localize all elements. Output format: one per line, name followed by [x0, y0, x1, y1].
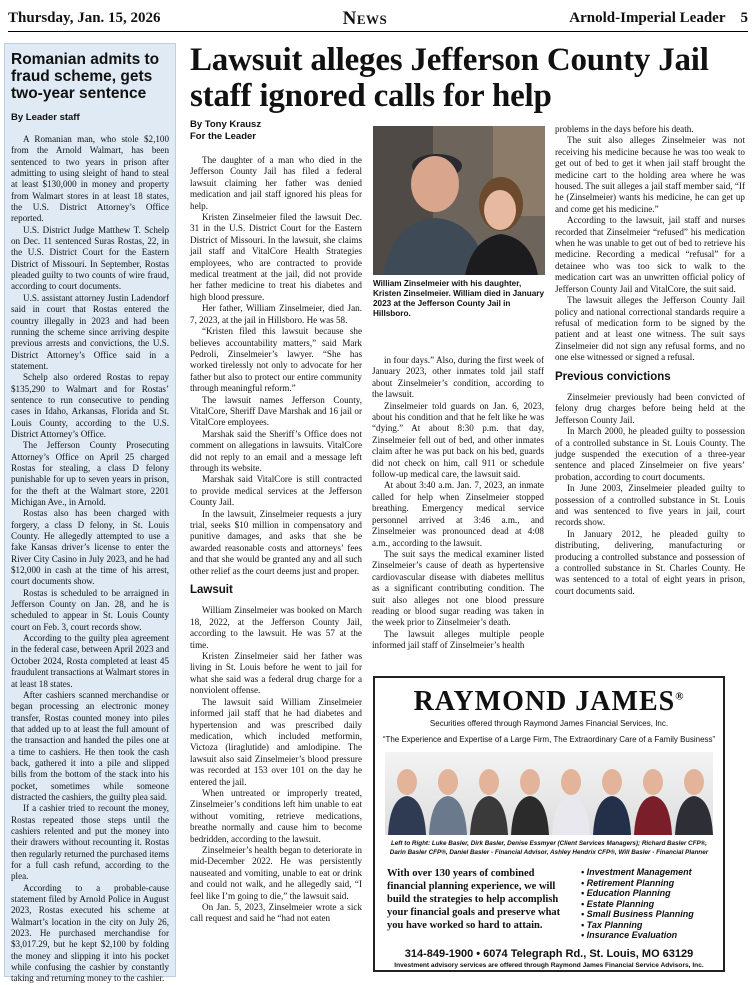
ad-details — [387, 867, 711, 941]
sidebar-paragraph: Schelp also ordered Rostas to repay $135,290 to Walmart and for Rostas’ sentence to run consecutive to pending cases in Idaho, Arkansas, Florida and St. Louis County, according to the U.S. District Attorney’s Office. — [11, 372, 169, 439]
article-paragraph: Zinselmeier’s health began to deteriorate in mid-December 2022. He was persistently nauseated and vomiting, unable to eat or drink and could not walk, and he allegedly said, “I feel like I’m going to die,” the lawsuit said. — [190, 844, 362, 901]
team-member-head — [397, 769, 417, 795]
sidebar-paragraph: The Jefferson County Prosecuting Attorney’s Office on April 25 charged Rostas for stealing, a class D felony punishable for up to seven years in prison, for the theft at the Walmart store, 2201 Michigan Ave., in Arnold. — [11, 440, 169, 507]
sidebar-paragraph: A Romanian man, who stole $2,100 from the Arnold Walmart, has been sentenced to two years in prison after admitting to using sleight of hand to steal at least $130,000 in money and property from Walmart stores in at least 18 states, the U.S. District Attorney’s Office reported. — [11, 134, 169, 224]
photo-illustration — [373, 126, 545, 275]
sidebar-article — [4, 43, 176, 984]
article-paragraph: The lawsuit said William Zinselmeier informed jail staff that he had diabetes and hypertension and was prescribed daily medication, which included metformin, Victoza (liraglutide) and amlodipine. The lawsuit also said Zinselmeier’s blood pressure was recorded at 153 over 101 on the day he entered the jail. — [190, 696, 362, 787]
ad-brand: RAYMOND JAMES — [413, 686, 676, 717]
article-paragraph: Zinselmeier told guards on Jan. 6, 2023, about his condition and that he felt like he was “dying.” At about 8:30 p.m. that day, Zinselmeier fell out of bed, and other inmates claim after he was put back on his bed, guards did not check on him, call 911 or schedule follow-up medical care, the lawsuit said. — [372, 400, 544, 480]
article-paragraph: When untreated or improperly treated, Zinselmeier’s conditions left him unable to eat without vomiting, retrieve medications, breathe normally and cause him to become bedridden, according to the lawsuit. — [190, 787, 362, 844]
article-paragraph: In June 2003, Zinselmeier pleaded guilty to possession of a controlled substance in St. Louis and was sentenced to five years in jail, court records show. — [555, 483, 745, 528]
article-intro — [190, 155, 362, 577]
article-paragraph: William Zinselmeier was booked on March 18, 2022, at the Jefferson County Jail, according to the lawsuit. He was 57 at the time. — [190, 605, 362, 650]
team-member-head — [479, 769, 499, 795]
sidebar-paragraph: Rostas also has been charged with forgery, a class D felony, in St. Louis County. He allegedly attempted to use a fake Kansas driver’s license to enter the River City Casino in July 2023, and he had $12,000 in cash at the time of his arrest, court documents show. — [11, 508, 169, 587]
ad-tagline: “The Experience and Expertise of a Large Firm, The Extraordinary Care of a Family Business” — [382, 735, 716, 744]
sidebar-paragraph: After cashiers scanned merchandise or began processing an electronic money transfer, Rostas counted money into piles that added up to at least the full amount of the transaction and handed the piles one at a time to cashiers. He then took the cash back, gathered it into a pile and slipped bills from the bottom of the stack into his pocket, sometimes while someone distracted the cashiers, the guilty plea said. — [11, 689, 169, 802]
article-paragraph: The suit also alleges Zinselmeier was not receiving his medicine because he was too weak to get out of bed to get it when jail staff brought the medicine cart to the holding area where he was housed. The suit alleges a jail staff member said, “If he (Zinselmeier) wants his medicine, he can get up and come get his medicine.” — [555, 135, 745, 214]
sidebar-byline: By Leader staff — [11, 112, 80, 123]
issue-date: Thursday, Jan. 15, 2026 — [8, 10, 161, 26]
ad-service-item: • Retirement Planning — [581, 878, 694, 889]
team-member-body — [429, 796, 467, 835]
team-member-body — [470, 796, 508, 835]
ad-services-list — [581, 867, 694, 941]
team-member-body — [634, 796, 672, 835]
column-3-body — [555, 135, 745, 363]
article-paragraph: in four days.” Also, during the first week of January 2023, other inmates told jail staff about Zinselmeier’s condition, according to the lawsuit. — [372, 355, 544, 400]
team-member-head — [561, 769, 581, 795]
main-headline: Lawsuit alleges Jefferson County Jail staff ignored calls for help — [190, 42, 709, 114]
ad-blurb: With over 130 years of combined financial planning experience, we will build the strategies to help accomplish your financial goals and preserve what you have worked so hard to attain. — [387, 868, 561, 931]
article-paragraph: The lawsuit alleges multiple people informed jail staff of Zinselmeier’s health — [372, 628, 544, 651]
article-paragraph: On Jan. 5, 2023, Zinselmeier wrote a sick call request and said he “had not eaten — [190, 902, 362, 924]
ad-service-item: • Investment Management — [581, 867, 694, 878]
article-paragraph: Marshak said the Sheriff’s Office does not comment on allegations in lawsuits. VitalCore did not reply to an email and a message left through its website. — [190, 428, 362, 473]
ad-registered-mark: ® — [675, 690, 685, 703]
article-column-2 — [372, 355, 544, 652]
header-right — [569, 10, 748, 27]
article-paragraph: Kristen Zinselmeier filed the lawsuit Dec. 31 in the U.S. District Court for the Eastern District of Missouri. In the lawsuit, she claims jail staff and VitalCore Health Strategies employees, who are contracted to provide medical treatment at the jail, did not provide her father medicine to treat his diabetes and high blood pressure. — [190, 212, 362, 302]
ad-contact[interactable]: 314-849-1900 • 6074 Telegraph Rd., St. Louis, MO 63129 — [404, 947, 694, 960]
ad-service-item: • Estate Planning — [581, 899, 694, 910]
article-paragraph: In the lawsuit, Zinselmeier requests a jury trial, seeks $10 million in compensatory and punitive damages, and asks that she be awarded reasonable costs and attorneys’ fees and that she would be granted any and all such other relief as the court deems just and proper. — [190, 508, 362, 576]
article-paragraph: The lawsuit alleges the Jefferson County Jail policy and national correctional standards require a refusal of medication form to be signed by the patient and at least one witness. The suit says Zinselmeier did not sign any refusal forms, and no one else witnessed or signed a refusal. — [555, 295, 745, 363]
sidebar-paragraph: U.S. District Judge Matthew T. Schelp on Dec. 11 sentenced Suras Rostas, 22, in the U.S. District Court for the Eastern District of Missouri. In September, Rostas pleaded guilty to two counts of wire fraud, according to court documents. — [11, 224, 169, 292]
article-paragraph: In January 2012, he pleaded guilty to distributing, delivering, manufacturing or producing a controlled substance and possession of a controlled substance in St. Charles County. He was sentenced to a total of eight years in prison, court documents said. — [555, 528, 745, 596]
article-paragraph: Her father, William Zinselmeier, died Jan. 7, 2023, at the jail in Hillsboro. He was 58. — [190, 303, 362, 325]
ad-service-item: • Tax Planning — [581, 920, 694, 931]
article-lawsuit-section — [190, 605, 362, 924]
previous-convictions-body — [555, 392, 745, 597]
photo-caption: William Zinselmeier with his daughter, Kristen Zinselmeier. William died in January 2023 at the Jefferson County Jail in Hillsboro. — [373, 279, 545, 318]
team-photo — [385, 752, 713, 835]
article-paragraph: The daughter of a man who died in the Jefferson County Jail has filed a federal lawsuit claiming her father was denied medication and jail staff ignored his pleas for help. — [190, 155, 362, 211]
team-member-head — [684, 769, 704, 795]
article-column-3 — [555, 124, 745, 597]
section-name: News — [342, 7, 388, 29]
ad-service-item: • Education Planning — [581, 888, 694, 899]
raymond-james-ad[interactable] — [373, 676, 725, 972]
article-paragraph: The lawsuit names Jefferson County, VitalCore, Sheriff Dave Marshak and 16 jail or VitalCore employees. — [190, 394, 362, 428]
article-paragraph: According to the lawsuit, jail staff and nurses recorded that Zinselmeier “refused” his medication when he was unable to get out of bed to retrieve his medicine. Recording a medical “refusal” for a detainee who was too sick to walk to the medication cart was an unwritten official policy of Jefferson County Jail and VitalCore, the suit said. — [555, 215, 745, 294]
article-byline — [190, 119, 362, 143]
column-2-body — [372, 355, 544, 652]
subhead-lawsuit: Lawsuit — [190, 584, 233, 597]
article-paragraph: Kristen Zinselmeier said her father was living in St. Louis before he went to jail for what she said was a federal drug charge for a nonviolent offense. — [190, 651, 362, 696]
team-member-body — [675, 796, 713, 835]
byline-affiliation: For the Leader — [190, 131, 256, 142]
article-paragraph: Zinselmeier previously had been convicted of felony drug charges before being held at the Jefferson County Jail. — [555, 391, 745, 425]
team-member-head — [520, 769, 540, 795]
ad-team-names: Left to Right: Luke Basler, Dirk Basler, Denise Essmyer (Client Services Managers); Richard Basler CFP®, Darin Basler CFP®, Daniel Basler - Financial Advisor, Ashley Hendrix CFP®, Will Basler - Financial Planner — [389, 840, 709, 856]
sidebar-paragraph: If a cashier tried to recount the money, Rostas repeated those steps until the cashiers relented and put the money into their drawers without recounting it. Rostas then regularly returned the purchased items for a full cash refund, according to the plea. — [11, 803, 169, 882]
subhead-previous-convictions: Previous convictions — [555, 370, 671, 383]
page-number: 5 — [740, 10, 748, 26]
sidebar-paragraph: U.S. assistant attorney Justin Ladendorf said in court that Rostas entered the country illegally in 2023 and had been running the scheme since arriving despite previous arrests and convictions, the U.S. District Attorney’s Office said in a statement. — [11, 292, 169, 371]
col3-lead: problems in the days before his death. — [555, 124, 694, 134]
byline-author: By Tony Krausz — [190, 119, 262, 130]
sidebar-paragraph: According to a probable-cause statement filed by Arnold Police in August 2023, Rostas executed his scheme at Walmart’s location in the city on July 26, 2023. He purchased merchandise for $3,017.29, but he kept $2,100 by folding the money and slipping it into his pocket while confusing the cashier by constantly taking and returning money to the cashier. — [11, 882, 169, 984]
article-paragraph: The suit says the medical examiner listed Zinselmeier’s cause of death as hypertensive cardiovascular disease with diabetes mellitus as a significant contributing condition. The suit also alleges not one blood pressure reading or blood sugar reading was taken in the week prior to Zinselmeier’s death. — [372, 548, 544, 628]
team-member-body — [388, 796, 426, 835]
sidebar-body — [11, 134, 169, 985]
team-member-body — [511, 796, 549, 835]
ad-logo — [375, 686, 723, 718]
sidebar-headline: Romanian admits to fraud scheme, gets two-year sentence — [11, 51, 160, 102]
team-member-head — [643, 769, 663, 795]
team-member-body — [552, 796, 590, 835]
article-column-1 — [190, 119, 362, 925]
article-paragraph: Marshak said VitalCore is still contracted to provide medical services at the Jefferson County Jail. — [190, 474, 362, 508]
team-member-head — [438, 769, 458, 795]
team-photo-illustration — [385, 752, 717, 835]
article-paragraph: In March 2000, he pleaded guilty to possession of a controlled substance in St. Louis County. The judge suspended the execution of a three-year sentence and placed Zinselmeier on five years’ probation, according to court documents. — [555, 426, 745, 482]
team-member-head — [602, 769, 622, 795]
sidebar-paragraph: Rostas is scheduled to be arraigned in Jefferson County on Jan. 28, and he is scheduled to appear in St. Louis County court on Feb. 3, court records show. — [11, 587, 169, 632]
paper-name: Arnold-Imperial Leader — [569, 10, 726, 26]
ad-securities-line: Securities offered through Raymond James Financial Services, Inc. — [429, 719, 669, 728]
sidebar-paragraph: According to the guilty plea agreement in the federal case, between April 2023 and October 2024, Rosta completed at least 45 fraudulent transactions at Walmart stores in at least 18 states. — [11, 633, 169, 689]
ad-service-item: • Insurance Evaluation — [581, 930, 694, 941]
ad-disclaimer: Investment advisory services are offered through Raymond James Financial Service Advisors, Inc. — [394, 961, 704, 969]
family-photo — [373, 126, 545, 275]
team-member-body — [593, 796, 631, 835]
article-paragraph: “Kristen filed this lawsuit because she believes accountability matters,” said Mark Pedroli, Zinselmeier’s lawyer. “She has worked tirelessly not only to advocate for her father but also to protect our entire community through meaningful reform.” — [190, 326, 362, 394]
page-header — [8, 6, 748, 32]
ad-service-item: • Small Business Planning — [581, 909, 694, 920]
article-paragraph: At about 3:40 a.m. Jan. 7, 2023, an inmate called for help when Zinselmeier stopped breathing. Emergency medical service personnel arrived at 3:46 a.m., and Zinselmeier was pronounced dead at 4:08 a.m., according to the lawsuit. — [372, 480, 544, 548]
